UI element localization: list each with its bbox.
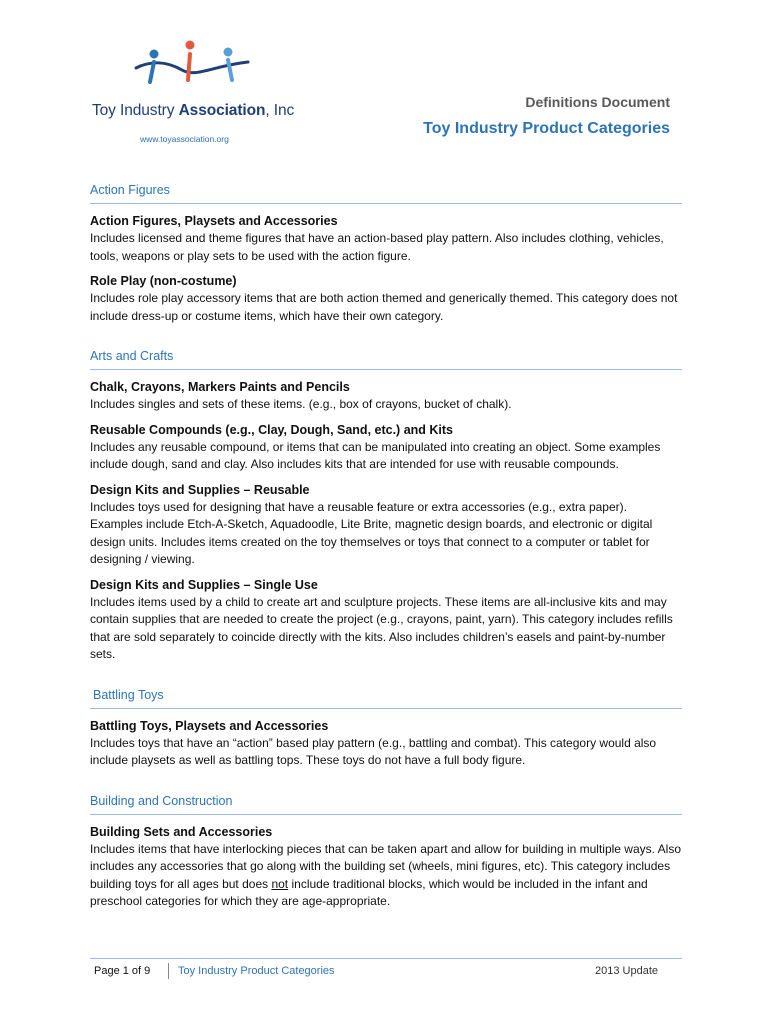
footer-update: 2013 Update	[595, 965, 658, 977]
category-title: Action Figures, Playsets and Accessories	[90, 214, 338, 228]
organization-url[interactable]: www.toyassociation.org	[140, 134, 229, 144]
category-description: Includes items that have interlocking pieces that can be taken apart and allow for building in multiple ways. Also includes any accessories that go along with the building set (wheels, mini figures, etc). This category includes building toys for all ages but does not include traditional blocks, which would be included in the infant and preschool categories for which they are age-appropriate.	[90, 841, 681, 908]
category-item	[90, 824, 682, 911]
document-body	[90, 183, 682, 919]
category-title: Role Play (non-costume)	[90, 274, 237, 288]
section-arts-and-crafts	[90, 349, 682, 664]
category-description: Includes any reusable compound, or items that can be manipulated into creating an object. Some examples include dough, sand and clay. Also includes kits that are intended for use with reusable compounds.	[90, 439, 661, 471]
document-title: Toy Industry Product Categories	[423, 120, 670, 137]
page-number: Page 1 of 9	[94, 965, 151, 977]
category-title: Building Sets and Accessories	[90, 824, 273, 839]
section-action-figures	[90, 183, 682, 325]
document-type: Definitions Document	[525, 94, 670, 110]
section-heading: Action Figures	[90, 183, 682, 204]
category-description: Includes toys that have an “action” based play pattern (e.g., battling and combat). This category would also include playsets as well as battling tops. These toys do not have a full body figure.	[90, 735, 657, 767]
emphasis-underline: not	[271, 876, 289, 891]
category-description: Includes toys used for designing that have a reusable feature or extra accessories (e.g., extra paper). Examples include Etch-A-Sketch, Aquadoodle, Lite Brite, magnetic design boards, and electronic or digital design units. Includes items created on the toy themselves or toys that connect to a computer or tablet for designing / viewing.	[90, 499, 653, 566]
organization-name: Toy Industry Association, Inc	[92, 102, 295, 119]
section-battling-toys	[90, 688, 682, 770]
page-footer	[90, 958, 682, 983]
category-title: Design Kits and Supplies – Single Use	[90, 577, 318, 592]
category-item	[90, 273, 682, 325]
category-title: Design Kits and Supplies – Reusable	[90, 482, 310, 497]
category-description: Includes items used by a child to create art and sculpture projects. These items are all-inclusive kits and may contain supplies that are needed to create the project (e.g., crayons, paint, yarn). This category includes refills that are sold separately to coincide directly with the kits. Also includes children’s easels and paint-by-number sets.	[90, 594, 673, 661]
footer-divider	[168, 963, 169, 979]
category-item	[90, 213, 682, 265]
people-figures-icon	[132, 40, 252, 86]
category-description: Includes singles and sets of these items. (e.g., box of crayons, bucket of chalk).	[90, 397, 512, 411]
section-heading: Battling Toys	[90, 688, 682, 709]
category-item	[90, 718, 682, 770]
category-description: Includes role play accessory items that are both action themed and generically themed. This category does not include dress-up or costume items, which have their own category.	[90, 291, 678, 323]
section-heading: Building and Construction	[90, 794, 682, 815]
category-item	[90, 577, 682, 664]
category-item	[90, 482, 682, 569]
category-title: Chalk, Crayons, Markers Paints and Pencils	[90, 380, 350, 394]
category-item	[90, 379, 682, 414]
footer-title: Toy Industry Product Categories	[178, 965, 335, 977]
category-description: Includes licensed and theme figures that have an action-based play pattern. Also includes clothing, vehicles, tools, weapons or play sets to be used with the action figure.	[90, 231, 664, 263]
section-heading: Arts and Crafts	[90, 349, 682, 370]
organization-logo	[92, 40, 302, 150]
category-title: Battling Toys, Playsets and Accessories	[90, 718, 329, 733]
category-title: Reusable Compounds (e.g., Clay, Dough, Sand, etc.) and Kits	[90, 422, 454, 437]
category-item	[90, 422, 682, 474]
section-building-and-construction	[90, 794, 682, 911]
